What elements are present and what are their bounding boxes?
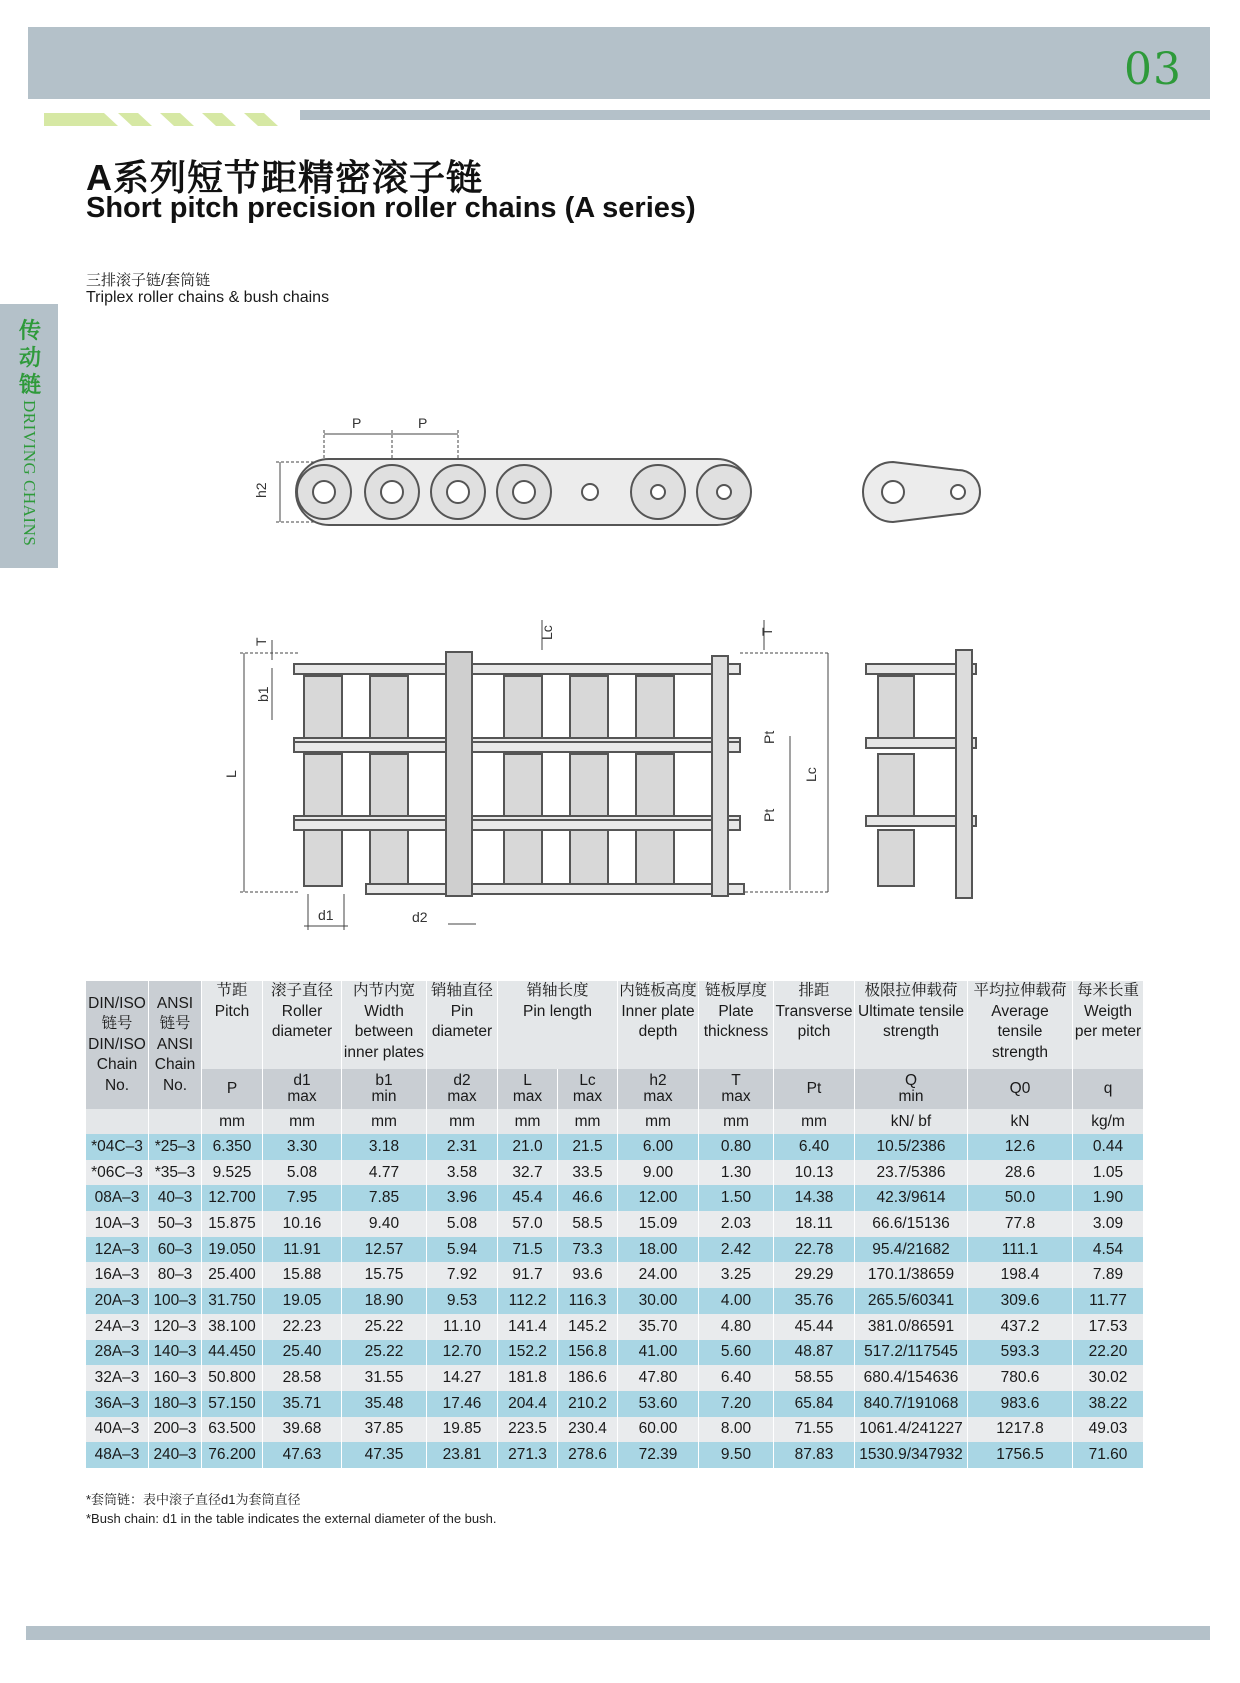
- dim-label-t2: T: [759, 627, 775, 636]
- table-cell: 4.00: [699, 1288, 774, 1314]
- table-cell: *04C–3: [86, 1134, 149, 1160]
- table-row: [86, 1185, 1144, 1211]
- table-cell: 3.09: [1073, 1211, 1144, 1237]
- col-average-header: 平均拉伸载荷 Average tensile strength: [968, 981, 1073, 1069]
- unit-cell: kg/m: [1073, 1109, 1144, 1134]
- header-row-names: [86, 981, 1144, 1069]
- unit-cell: mm: [699, 1109, 774, 1134]
- sym-t: T max: [699, 1069, 774, 1109]
- table-cell: 680.4/154636: [855, 1365, 968, 1391]
- table-cell: 1.05: [1073, 1160, 1144, 1186]
- col-din-en: DIN/ISO Chain No.: [88, 1035, 146, 1094]
- table-cell: 11.91: [263, 1237, 342, 1263]
- table-cell: 4.77: [342, 1160, 427, 1186]
- table-cell: 28A–3: [86, 1340, 149, 1366]
- footer-band: [26, 1626, 1210, 1640]
- col-pitch-header: 节距 Pitch: [202, 981, 263, 1069]
- col-ansi-header: [149, 981, 202, 1109]
- table-cell: 200–3: [149, 1417, 202, 1443]
- table-cell: 1061.4/241227: [855, 1417, 968, 1443]
- dim-label-p1: P: [352, 415, 362, 431]
- table-cell: 22.23: [263, 1314, 342, 1340]
- table-cell: 156.8: [558, 1340, 618, 1366]
- side-tab-zh: 传动链: [18, 318, 41, 398]
- table-cell: 50.0: [968, 1185, 1073, 1211]
- table-cell: 2.03: [699, 1211, 774, 1237]
- table-cell: 5.08: [427, 1211, 498, 1237]
- table-cell: 10.5/2386: [855, 1134, 968, 1160]
- col-plate-depth-header: 内链板高度 Inner plate depth: [618, 981, 699, 1069]
- table-cell: 180–3: [149, 1391, 202, 1417]
- table-cell: 840.7/191068: [855, 1391, 968, 1417]
- table-cell: 25.400: [202, 1262, 263, 1288]
- table-cell: 41.00: [618, 1340, 699, 1366]
- table-cell: 210.2: [558, 1391, 618, 1417]
- unit-cell: mm: [427, 1109, 498, 1134]
- unit-cell: mm: [618, 1109, 699, 1134]
- sym-q-weight: q: [1073, 1069, 1144, 1109]
- chain-side-view: [866, 650, 976, 898]
- unit-cell: kN/ bf: [855, 1109, 968, 1134]
- table-cell: 76.200: [202, 1442, 263, 1468]
- col-roller-header: 滚子直径 Roller diameter: [263, 981, 342, 1069]
- table-cell: 35.70: [618, 1314, 699, 1340]
- table-cell: 58.55: [774, 1365, 855, 1391]
- table-cell: 15.09: [618, 1211, 699, 1237]
- table-cell: 223.5: [498, 1417, 558, 1443]
- table-cell: 20A–3: [86, 1288, 149, 1314]
- table-cell: 12.700: [202, 1185, 263, 1211]
- header-row-units: [86, 1109, 1144, 1134]
- table-cell: 47.35: [342, 1442, 427, 1468]
- table-cell: 9.50: [699, 1442, 774, 1468]
- unit-cell: mm: [263, 1109, 342, 1134]
- table-cell: 31.750: [202, 1288, 263, 1314]
- spec-table: [86, 981, 1144, 1468]
- table-row: [86, 1211, 1144, 1237]
- table-cell: 3.58: [427, 1160, 498, 1186]
- table-cell: 240–3: [149, 1442, 202, 1468]
- table-cell: 309.6: [968, 1288, 1073, 1314]
- table-cell: 08A–3: [86, 1185, 149, 1211]
- table-row: [86, 1442, 1144, 1468]
- table-cell: 40A–3: [86, 1417, 149, 1443]
- col-width-header: 内节内宽 Width between inner plates: [342, 981, 427, 1069]
- dim-label-pt1: Pt: [761, 730, 777, 744]
- table-cell: 15.875: [202, 1211, 263, 1237]
- chain-plan-view: [294, 652, 744, 896]
- table-cell: 4.80: [699, 1314, 774, 1340]
- table-cell: 30.00: [618, 1288, 699, 1314]
- table-cell: 204.4: [498, 1391, 558, 1417]
- table-cell: 9.00: [618, 1160, 699, 1186]
- table-cell: 44.450: [202, 1340, 263, 1366]
- dim-label-lc2: Lc: [803, 767, 819, 782]
- table-cell: 2.42: [699, 1237, 774, 1263]
- table-cell: 198.4: [968, 1262, 1073, 1288]
- table-cell: 45.44: [774, 1314, 855, 1340]
- table-cell: 780.6: [968, 1365, 1073, 1391]
- table-cell: 0.80: [699, 1134, 774, 1160]
- table-cell: 160–3: [149, 1365, 202, 1391]
- table-cell: 271.3: [498, 1442, 558, 1468]
- dim-label-l: L: [223, 770, 239, 778]
- table-cell: 80–3: [149, 1262, 202, 1288]
- table-cell: 33.5: [558, 1160, 618, 1186]
- table-cell: 38.22: [1073, 1391, 1144, 1417]
- table-cell: 186.6: [558, 1365, 618, 1391]
- table-cell: 7.20: [699, 1391, 774, 1417]
- table-cell: 0.44: [1073, 1134, 1144, 1160]
- footnotes: [86, 1490, 496, 1528]
- table-cell: 15.75: [342, 1262, 427, 1288]
- table-row: [86, 1417, 1144, 1443]
- table-cell: 35.71: [263, 1391, 342, 1417]
- table-cell: 24.00: [618, 1262, 699, 1288]
- table-cell: *06C–3: [86, 1160, 149, 1186]
- unit-cell: mm: [202, 1109, 263, 1134]
- table-cell: 14.38: [774, 1185, 855, 1211]
- table-cell: 12A–3: [86, 1237, 149, 1263]
- table-cell: 17.53: [1073, 1314, 1144, 1340]
- dim-label-p2: P: [418, 415, 428, 431]
- page-title-zh: A系列短节距精密滚子链: [86, 157, 483, 198]
- table-cell: 93.6: [558, 1262, 618, 1288]
- table-cell: 5.08: [263, 1160, 342, 1186]
- footnote-zh: *套筒链：表中滚子直径d1为套筒直径: [86, 1492, 301, 1507]
- table-cell: 3.30: [263, 1134, 342, 1160]
- subtitle-zh: 三排滚子链/套筒链: [86, 272, 211, 289]
- table-row: [86, 1288, 1144, 1314]
- sym-pt: Pt: [774, 1069, 855, 1109]
- side-tab-en: DRIVING CHAINS: [20, 400, 39, 547]
- dim-label-pt2: Pt: [761, 808, 777, 822]
- table-cell: 63.500: [202, 1417, 263, 1443]
- table-cell: 12.70: [427, 1340, 498, 1366]
- table-row: [86, 1340, 1144, 1366]
- table-cell: 111.1: [968, 1237, 1073, 1263]
- sym-p: P: [202, 1069, 263, 1109]
- table-cell: 7.89: [1073, 1262, 1144, 1288]
- table-cell: 18.00: [618, 1237, 699, 1263]
- table-cell: 7.95: [263, 1185, 342, 1211]
- unit-cell: mm: [774, 1109, 855, 1134]
- table-cell: 517.2/117545: [855, 1340, 968, 1366]
- table-cell: 116.3: [558, 1288, 618, 1314]
- table-cell: 48.87: [774, 1340, 855, 1366]
- table-cell: 30.02: [1073, 1365, 1144, 1391]
- table-cell: 23.81: [427, 1442, 498, 1468]
- table-cell: 120–3: [149, 1314, 202, 1340]
- table-cell: 9.53: [427, 1288, 498, 1314]
- spec-table-body: [86, 1134, 1144, 1468]
- footnote-en: *Bush chain: d1 in the table indicates the external diameter of the bush.: [86, 1511, 497, 1526]
- table-cell: 6.350: [202, 1134, 263, 1160]
- table-cell: 3.18: [342, 1134, 427, 1160]
- table-cell: 1.30: [699, 1160, 774, 1186]
- table-cell: 71.60: [1073, 1442, 1144, 1468]
- table-cell: 983.6: [968, 1391, 1073, 1417]
- table-cell: 3.25: [699, 1262, 774, 1288]
- table-cell: 66.6/15136: [855, 1211, 968, 1237]
- table-cell: 37.85: [342, 1417, 427, 1443]
- table-cell: 25.22: [342, 1314, 427, 1340]
- table-cell: 9.525: [202, 1160, 263, 1186]
- table-cell: 6.40: [699, 1365, 774, 1391]
- col-plate-thick-header: 链板厚度 Plate thickness: [699, 981, 774, 1069]
- table-cell: 25.22: [342, 1340, 427, 1366]
- table-cell: 12.57: [342, 1237, 427, 1263]
- table-cell: 40–3: [149, 1185, 202, 1211]
- table-cell: 57.150: [202, 1391, 263, 1417]
- table-cell: 71.55: [774, 1417, 855, 1443]
- table-cell: *35–3: [149, 1160, 202, 1186]
- table-cell: 593.3: [968, 1340, 1073, 1366]
- table-cell: 45.4: [498, 1185, 558, 1211]
- table-cell: 47.80: [618, 1365, 699, 1391]
- table-cell: 437.2: [968, 1314, 1073, 1340]
- table-cell: 3.96: [427, 1185, 498, 1211]
- table-cell: 23.7/5386: [855, 1160, 968, 1186]
- table-cell: 5.60: [699, 1340, 774, 1366]
- sym-q: Q min: [855, 1069, 968, 1109]
- sym-b1: b1 min: [342, 1069, 427, 1109]
- table-cell: 72.39: [618, 1442, 699, 1468]
- table-cell: 10A–3: [86, 1211, 149, 1237]
- table-row: [86, 1160, 1144, 1186]
- page-number: 03: [1124, 44, 1182, 95]
- table-cell: 18.90: [342, 1288, 427, 1314]
- table-cell: 2.31: [427, 1134, 498, 1160]
- table-cell: 71.5: [498, 1237, 558, 1263]
- table-cell: 278.6: [558, 1442, 618, 1468]
- col-ansi-zh: ANSI 链号: [156, 994, 194, 1033]
- table-cell: 7.92: [427, 1262, 498, 1288]
- unit-cell: mm: [342, 1109, 427, 1134]
- page-title-en: Short pitch precision roller chains (A series): [86, 192, 696, 224]
- table-cell: 28.6: [968, 1160, 1073, 1186]
- table-cell: 181.8: [498, 1365, 558, 1391]
- table-cell: 10.16: [263, 1211, 342, 1237]
- table-cell: 140–3: [149, 1340, 202, 1366]
- table-cell: 77.8: [968, 1211, 1073, 1237]
- table-cell: 9.40: [342, 1211, 427, 1237]
- subtitle-en: Triplex roller chains & bush chains: [86, 289, 330, 306]
- table-cell: 35.48: [342, 1391, 427, 1417]
- table-cell: 46.6: [558, 1185, 618, 1211]
- table-cell: 19.050: [202, 1237, 263, 1263]
- table-cell: 7.85: [342, 1185, 427, 1211]
- table-cell: 42.3/9614: [855, 1185, 968, 1211]
- table-cell: 36A–3: [86, 1391, 149, 1417]
- col-pin-length-header: 销轴长度 Pin length: [498, 981, 618, 1069]
- table-cell: 12.00: [618, 1185, 699, 1211]
- table-cell: 141.4: [498, 1314, 558, 1340]
- table-cell: 6.00: [618, 1134, 699, 1160]
- table-cell: 53.60: [618, 1391, 699, 1417]
- table-cell: 1217.8: [968, 1417, 1073, 1443]
- chain-end-view: [863, 462, 980, 522]
- table-cell: 73.3: [558, 1237, 618, 1263]
- table-cell: 65.84: [774, 1391, 855, 1417]
- dim-label-lc1: Lc: [539, 625, 555, 640]
- table-cell: 50–3: [149, 1211, 202, 1237]
- table-cell: 95.4/21682: [855, 1237, 968, 1263]
- table-cell: 1530.9/347932: [855, 1442, 968, 1468]
- table-cell: 60–3: [149, 1237, 202, 1263]
- table-cell: 152.2: [498, 1340, 558, 1366]
- table-cell: 12.6: [968, 1134, 1073, 1160]
- table-row: [86, 1237, 1144, 1263]
- table-cell: 11.10: [427, 1314, 498, 1340]
- table-cell: 112.2: [498, 1288, 558, 1314]
- table-cell: 32A–3: [86, 1365, 149, 1391]
- table-cell: 16A–3: [86, 1262, 149, 1288]
- table-cell: 4.54: [1073, 1237, 1144, 1263]
- table-cell: 39.68: [263, 1417, 342, 1443]
- col-pin-dia-header: 销轴直径 Pin diameter: [427, 981, 498, 1069]
- table-cell: 31.55: [342, 1365, 427, 1391]
- table-cell: 145.2: [558, 1314, 618, 1340]
- table-row: [86, 1365, 1144, 1391]
- table-cell: 14.27: [427, 1365, 498, 1391]
- table-row: [86, 1314, 1144, 1340]
- table-cell: 10.13: [774, 1160, 855, 1186]
- table-cell: 170.1/38659: [855, 1262, 968, 1288]
- table-cell: 48A–3: [86, 1442, 149, 1468]
- table-row: [86, 1391, 1144, 1417]
- table-row: [86, 1134, 1144, 1160]
- table-cell: 1.50: [699, 1185, 774, 1211]
- table-cell: 8.00: [699, 1417, 774, 1443]
- table-cell: 32.7: [498, 1160, 558, 1186]
- table-cell: 11.77: [1073, 1288, 1144, 1314]
- table-cell: *25–3: [149, 1134, 202, 1160]
- table-cell: 91.7: [498, 1262, 558, 1288]
- table-cell: 47.63: [263, 1442, 342, 1468]
- table-cell: 49.03: [1073, 1417, 1144, 1443]
- dim-label-t1: T: [253, 637, 269, 646]
- col-ultimate-header: 极限拉伸载荷 Ultimate tensile strength: [855, 981, 968, 1069]
- sym-d1: d1 max: [263, 1069, 342, 1109]
- table-cell: 1.90: [1073, 1185, 1144, 1211]
- table-cell: 21.0: [498, 1134, 558, 1160]
- table-cell: 19.85: [427, 1417, 498, 1443]
- unit-cell: mm: [498, 1109, 558, 1134]
- unit-cell: mm: [558, 1109, 618, 1134]
- header-row-symbols: [86, 1069, 1144, 1109]
- table-cell: 57.0: [498, 1211, 558, 1237]
- col-trans-pitch-header: 排距 Transverse pitch: [774, 981, 855, 1069]
- col-weight-header: 每米长重 Weigth per meter: [1073, 981, 1144, 1069]
- table-cell: 5.94: [427, 1237, 498, 1263]
- table-cell: 58.5: [558, 1211, 618, 1237]
- table-cell: 381.0/86591: [855, 1314, 968, 1340]
- table-cell: 21.5: [558, 1134, 618, 1160]
- table-cell: 35.76: [774, 1288, 855, 1314]
- table-cell: 1756.5: [968, 1442, 1073, 1468]
- table-cell: 60.00: [618, 1417, 699, 1443]
- sym-q0: Q0: [968, 1069, 1073, 1109]
- table-cell: 50.800: [202, 1365, 263, 1391]
- table-cell: 38.100: [202, 1314, 263, 1340]
- table-row: [86, 1262, 1144, 1288]
- table-cell: 22.20: [1073, 1340, 1144, 1366]
- table-cell: 18.11: [774, 1211, 855, 1237]
- dim-label-h2: h2: [253, 482, 269, 498]
- sym-lc: Lc max: [558, 1069, 618, 1109]
- dim-label-d1: d1: [318, 907, 334, 923]
- sym-d2: d2 max: [427, 1069, 498, 1109]
- table-cell: 100–3: [149, 1288, 202, 1314]
- table-cell: 22.78: [774, 1237, 855, 1263]
- table-cell: 29.29: [774, 1262, 855, 1288]
- table-cell: 87.83: [774, 1442, 855, 1468]
- table-cell: 230.4: [558, 1417, 618, 1443]
- table-cell: 265.5/60341: [855, 1288, 968, 1314]
- col-ansi-en: ANSI Chain No.: [154, 1035, 196, 1094]
- table-cell: 28.58: [263, 1365, 342, 1391]
- col-din-zh: DIN/ISO 链号: [88, 994, 146, 1033]
- dim-label-b1: b1: [255, 686, 271, 702]
- table-cell: 19.05: [263, 1288, 342, 1314]
- table-cell: 25.40: [263, 1340, 342, 1366]
- table-cell: 24A–3: [86, 1314, 149, 1340]
- table-cell: 15.88: [263, 1262, 342, 1288]
- unit-cell: kN: [968, 1109, 1073, 1134]
- col-din-header: [86, 981, 149, 1109]
- dim-label-d2: d2: [412, 909, 428, 925]
- sym-h2: h2 max: [618, 1069, 699, 1109]
- sym-l: L max: [498, 1069, 558, 1109]
- table-cell: 17.46: [427, 1391, 498, 1417]
- table-cell: 6.40: [774, 1134, 855, 1160]
